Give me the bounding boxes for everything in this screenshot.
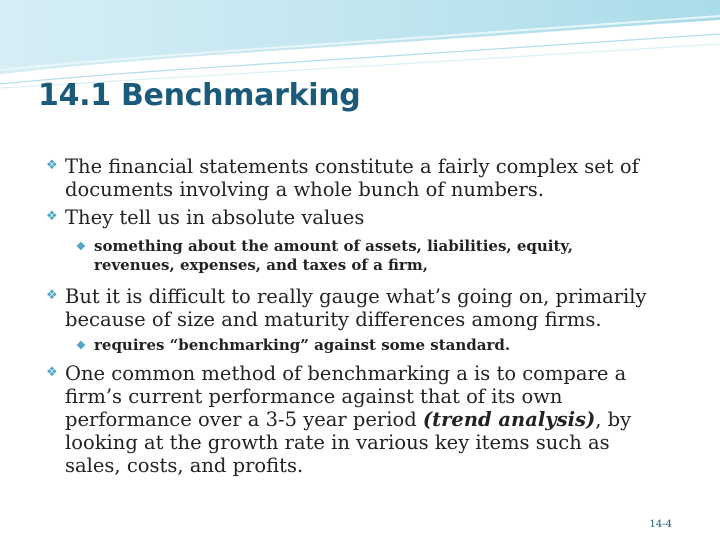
bullet-icon: ❖	[46, 209, 58, 224]
bullet-item	[46, 362, 705, 477]
bullet-item	[46, 285, 705, 331]
sub-bullet-item	[76, 336, 694, 355]
bullet-item	[46, 206, 705, 229]
bullet-item	[46, 155, 705, 201]
bullet-text-line: documents involving a whole bunch of numbers.	[65, 178, 544, 201]
bullet-icon: ❖	[76, 240, 86, 253]
bullet-text-segment: , by	[595, 408, 632, 431]
bullet-text-line: revenues, expenses, and taxes of a firm,	[94, 256, 428, 274]
sub-bullet-item	[76, 237, 694, 275]
bullet-text-line: sales, costs, and profits.	[65, 454, 304, 477]
slide-number: 14-4	[649, 519, 672, 530]
bullet-icon: ❖	[46, 365, 58, 380]
bullet-text-line: The financial statements constitute a fairly complex set of	[65, 155, 639, 178]
bullet-text-line: requires “benchmarking” against some standard.	[94, 336, 511, 354]
bullet-text-line: something about the amount of assets, liabilities, equity,	[94, 237, 573, 255]
bullet-text-line: because of size and maturity differences among firms.	[65, 308, 602, 331]
emphasis-trend-analysis: (trend analysis)	[422, 408, 596, 431]
bullet-text-segment: performance over a 3-5 year period	[65, 408, 423, 431]
slide-title: 14.1 Benchmarking	[38, 78, 361, 113]
bullet-text-line: looking at the growth rate in various key items such as	[65, 431, 610, 454]
bullet-text-line: But it is difficult to really gauge what’s going on, primarily	[65, 285, 647, 308]
bullet-icon: ❖	[46, 288, 58, 303]
bullet-text-line: They tell us in absolute values	[65, 206, 365, 229]
bullet-text-line	[65, 408, 705, 431]
bullet-text-line: firm’s current performance against that of its own	[65, 385, 563, 408]
bullet-icon: ❖	[46, 158, 58, 173]
bullet-icon: ❖	[76, 339, 86, 352]
bullet-text-line: One common method of benchmarking a is to compare a	[65, 362, 627, 385]
